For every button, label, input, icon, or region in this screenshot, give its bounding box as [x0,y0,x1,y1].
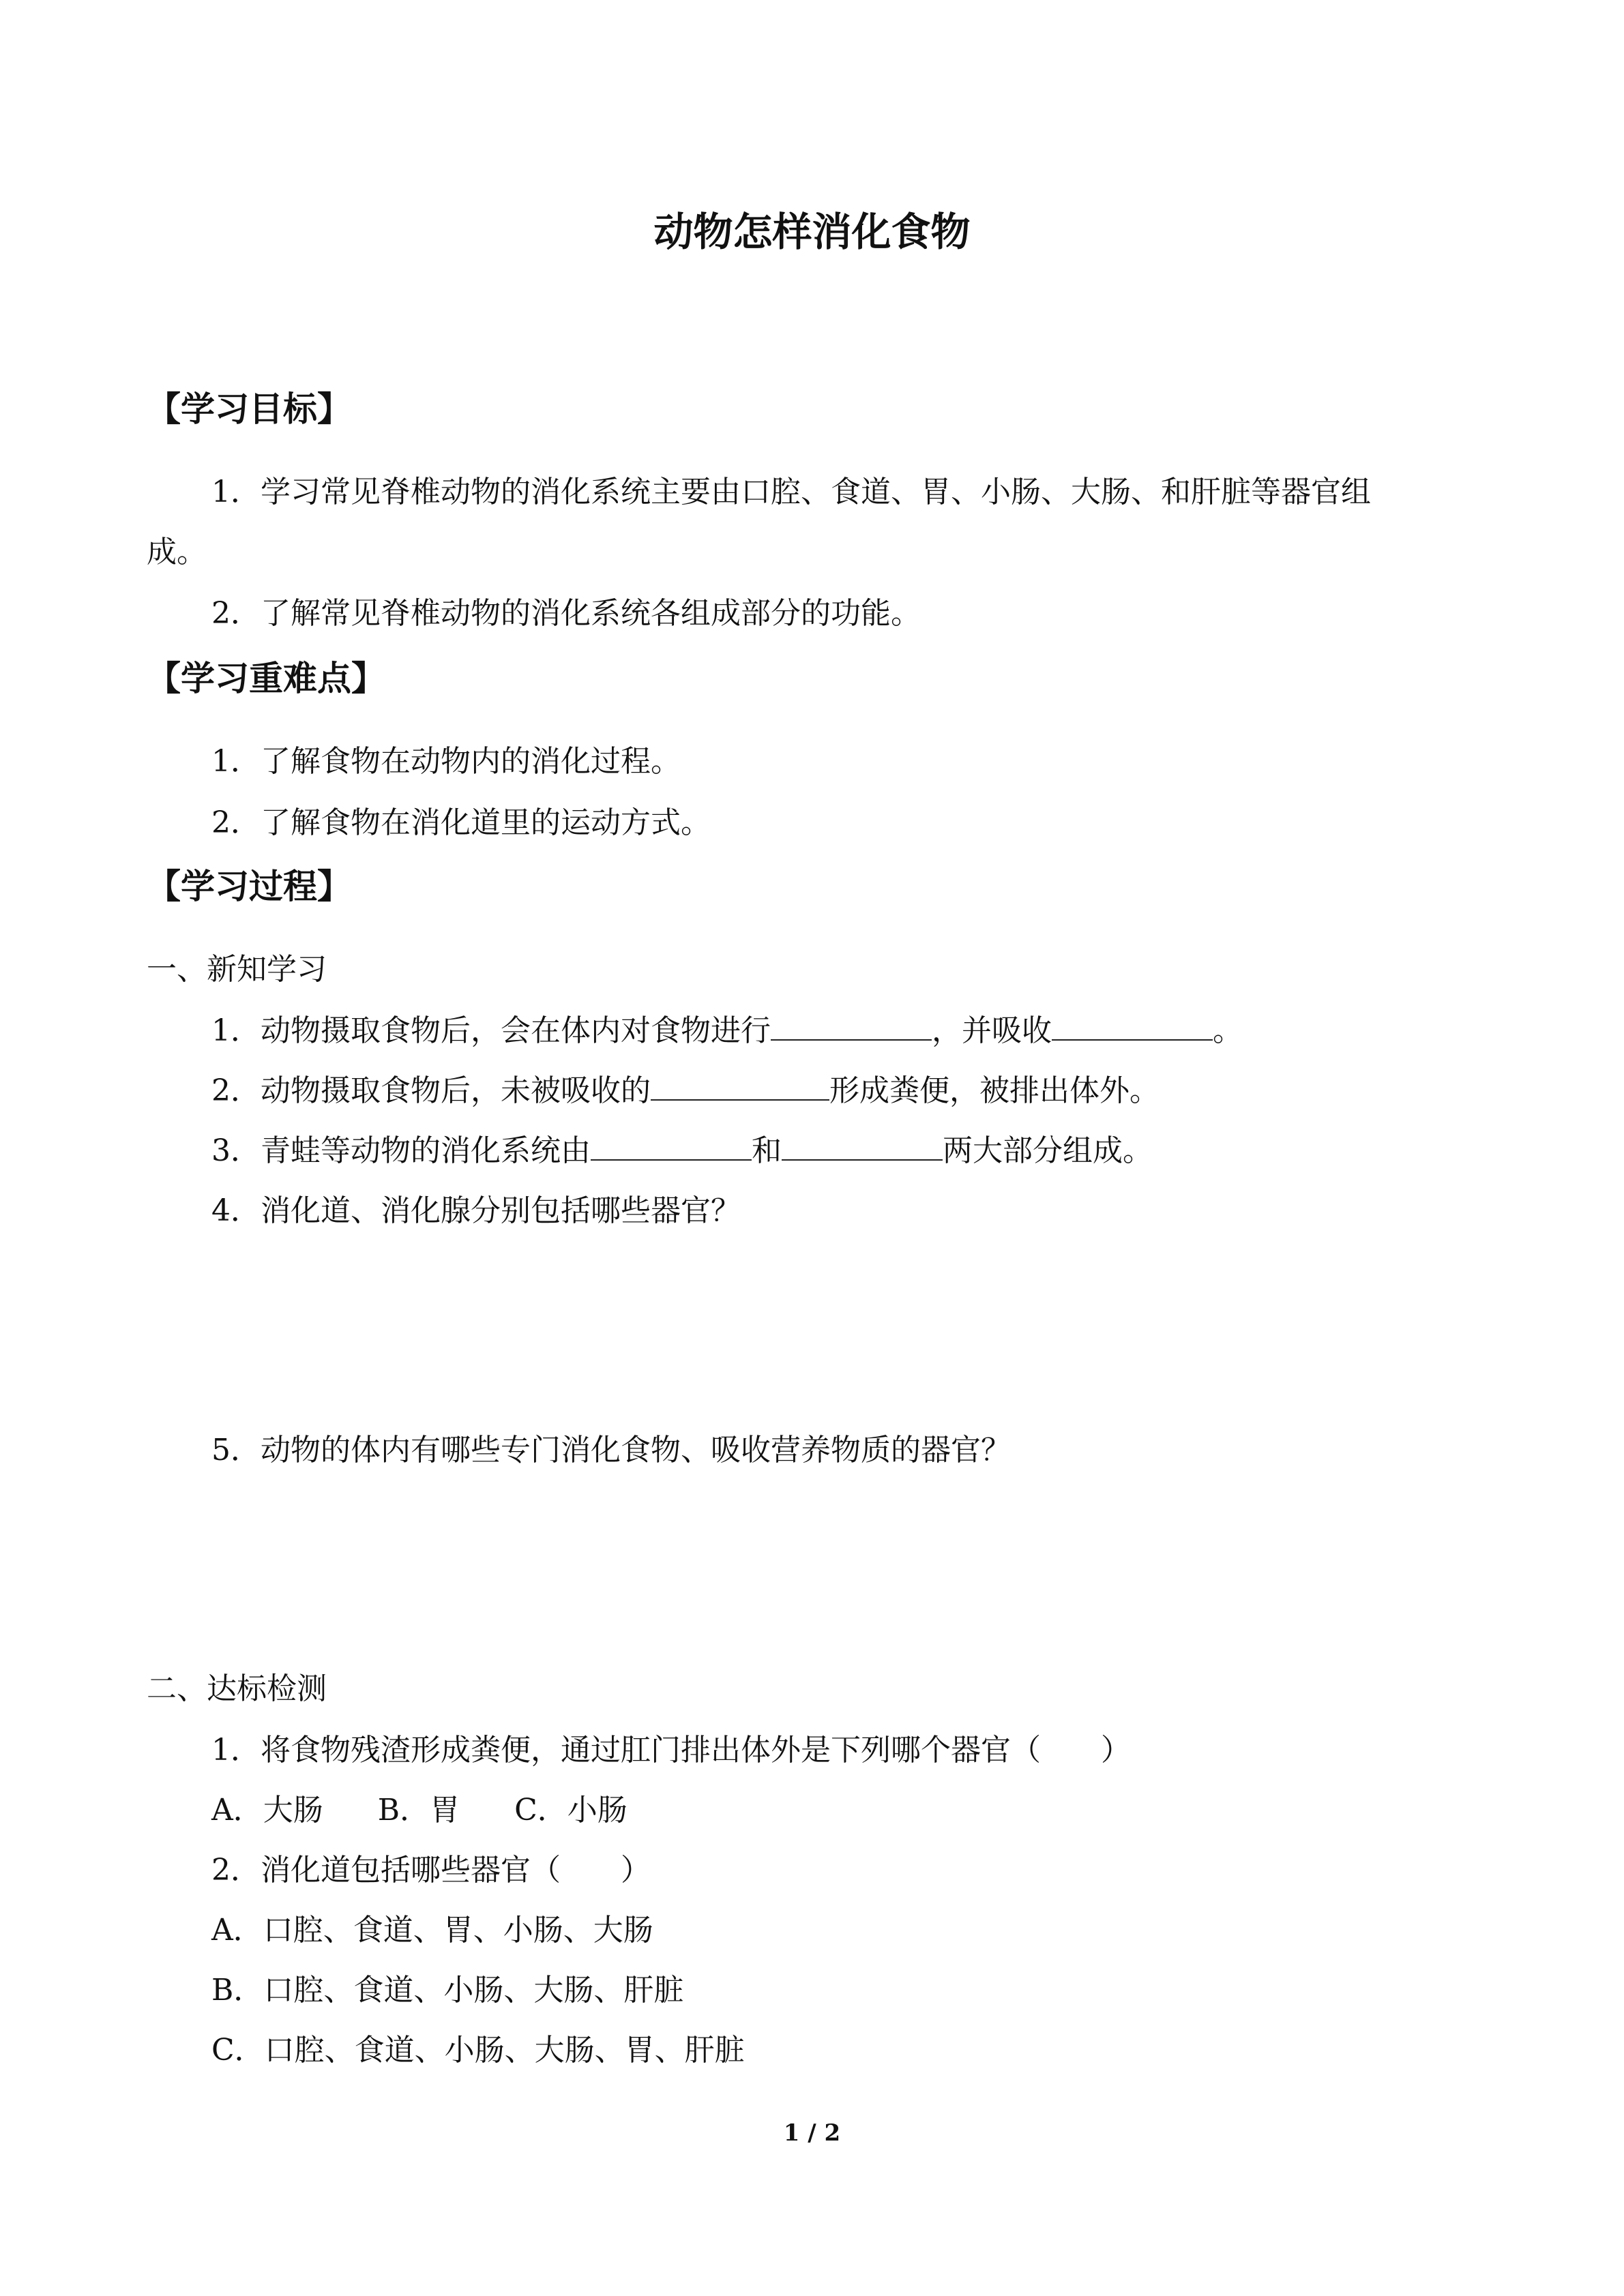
part1-label: 一、新知学习 [147,952,327,987]
heading-learning-goals: 【学习目标】 [147,389,351,429]
question-text: 两大部分组成。 [943,1133,1153,1168]
question-text: 。 [1213,1013,1243,1048]
page-title: 动物怎样消化食物 [653,209,971,255]
question-2-1: 1．将食物残渣形成粪便，通过肛门排出体外是下列哪个器官（ ） [211,1733,1131,1768]
question-1-3 [211,1129,1153,1173]
question-2-2: 2．消化道包括哪些器官（ ） [211,1853,651,1888]
heading-key-points: 【学习重难点】 [147,659,385,698]
question-2-1-options [211,1789,628,1832]
question-text: 形成粪便，被排出体外。 [829,1073,1160,1108]
answer-blank[interactable] [651,1072,829,1101]
question-text: 2．动物摄取食物后，未被吸收的 [211,1073,651,1108]
part2-label: 二、达标检测 [147,1671,327,1706]
question-1-1 [211,1009,1243,1053]
question-text: 和 [752,1133,782,1168]
goal-item-2: 2．了解常见脊椎动物的消化系统各组成部分的功能。 [211,596,921,631]
question-1-4: 4．消化道、消化腺分别包括哪些器官？ [211,1193,741,1228]
answer-blank[interactable] [771,1012,932,1041]
goal-item-1-line-2: 成。 [147,535,207,569]
question-2-2-option-b[interactable]: B．口腔、食道、小肠、大肠、肝脏 [211,1973,684,2008]
question-2-2-option-a[interactable]: A．口腔、食道、胃、小肠、大肠 [211,1913,653,1948]
answer-blank[interactable] [591,1132,752,1161]
option-a[interactable]: A．大肠 [211,1793,323,1828]
question-text: 1．动物摄取食物后，会在体内对食物进行 [211,1013,771,1048]
option-c[interactable]: C．小肠 [514,1793,628,1828]
heading-learning-process: 【学习过程】 [147,867,351,906]
question-1-2 [211,1069,1160,1113]
page-number: 1 / 2 [783,2119,841,2147]
key-point-1: 1．了解食物在动物内的消化过程。 [211,744,681,779]
key-point-2: 2．了解食物在消化道里的运动方式。 [211,805,711,840]
question-2-2-option-c[interactable]: C．口腔、食道、小肠、大肠、胃、肝脏 [211,2033,745,2068]
option-b[interactable]: B．胃 [377,1793,460,1828]
question-text: 3．青蛙等动物的消化系统由 [211,1133,591,1168]
answer-blank[interactable] [782,1132,943,1161]
answer-blank[interactable] [1052,1012,1213,1041]
goal-item-1-line-1: 1．学习常见脊椎动物的消化系统主要由口腔、食道、胃、小肠、大肠、和肝脏等器官组 [211,475,1371,509]
question-text: ，并吸收 [932,1013,1052,1048]
question-1-5: 5．动物的体内有哪些专门消化食物、吸收营养物质的器官？ [211,1433,1011,1467]
